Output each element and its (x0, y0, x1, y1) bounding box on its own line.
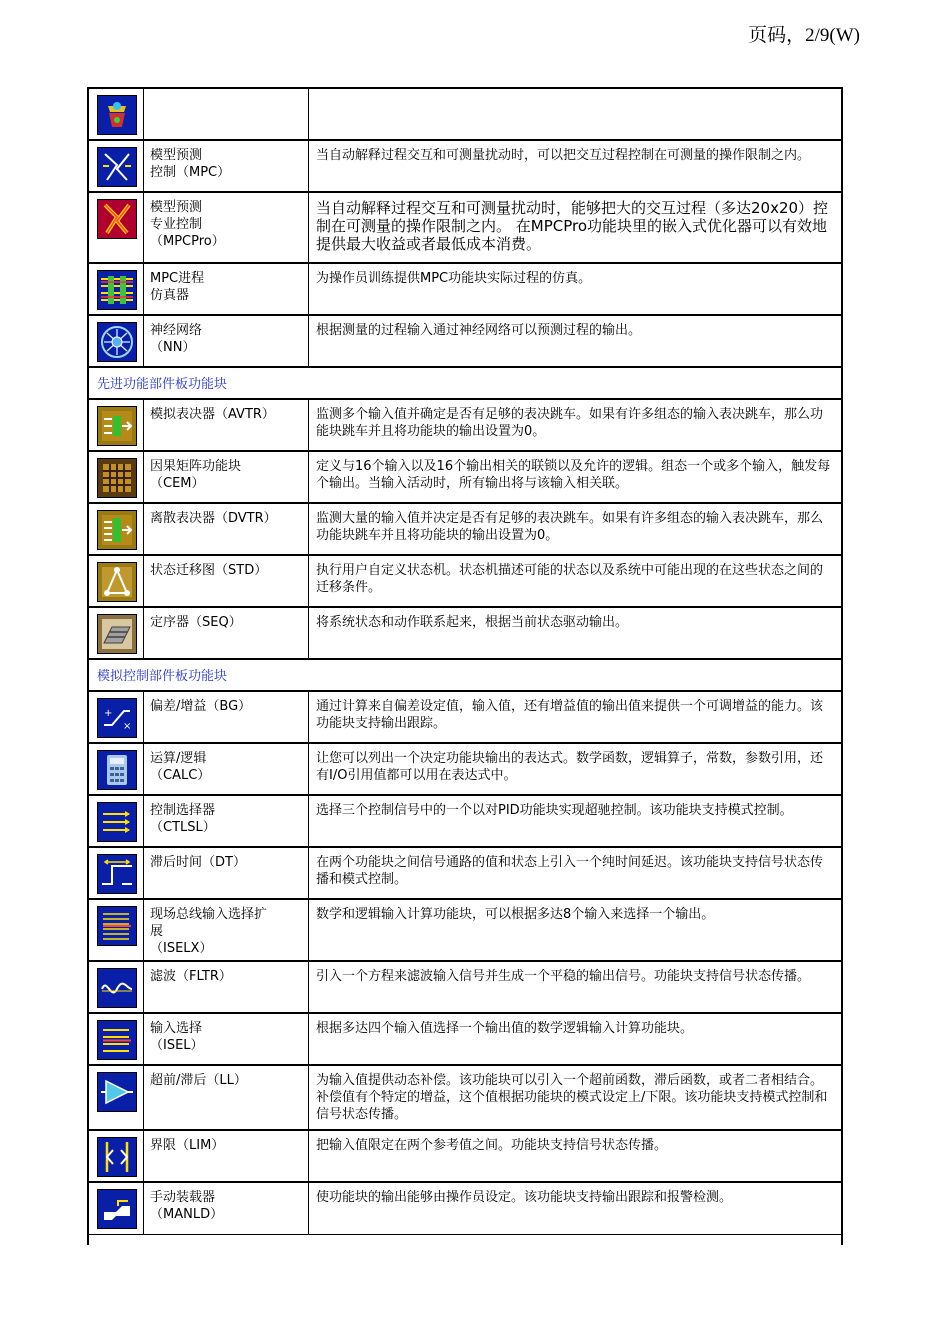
table-row (88, 315, 842, 367)
block-name: 模型预测 控制（MPC） (144, 140, 309, 192)
table-row (88, 140, 842, 192)
block-description: 根据多达四个输入值选择一个输出值的数学逻辑输入计算功能块。 (309, 1013, 843, 1065)
calculator-icon (97, 750, 137, 790)
block-description: 把输入值限定在两个参考值之间。功能块支持信号状态传播。 (309, 1130, 843, 1182)
svg-text:×: × (123, 721, 132, 732)
icon-cell (88, 315, 144, 367)
icon-cell (88, 1130, 144, 1182)
block-name: 手动装载器 （MANLD） (144, 1182, 309, 1234)
block-name: 现场总线输入选择扩 展 （ISELX） (144, 899, 309, 961)
block-description: 使功能块的输出能够由操作员设定。该功能块支持输出跟踪和报警检测。 (309, 1182, 843, 1234)
block-name: 模拟表决器（AVTR） (144, 399, 309, 451)
table-row (88, 192, 842, 263)
page-number: 页码，2/9(W) (748, 25, 860, 46)
block-name: 控制选择器 （CTLSL） (144, 795, 309, 847)
block-description: 数学和逻辑输入计算功能块，可以根据多达8个输入来选择一个输出。 (309, 899, 843, 961)
table-row (88, 263, 842, 315)
section-header-row (88, 367, 842, 399)
table-row (88, 555, 842, 607)
block-name: 定序器（SEQ） (144, 607, 309, 659)
function-block-table (87, 87, 843, 1235)
block-description: 执行用户自定义状态机。状态机描述可能的状态以及系统中可能出现的在这些状态之间的迁移条件。 (309, 555, 843, 607)
dead-time-icon (97, 854, 137, 894)
block-description: 为操作员训练提供MPC功能块实际过程的仿真。 (309, 263, 843, 315)
icon-cell (88, 607, 144, 659)
block-name: 超前/滞后（LL） (144, 1065, 309, 1130)
block-name: MPC进程 仿真器 (144, 263, 309, 315)
icon-cell (88, 1013, 144, 1065)
table-row (88, 1182, 842, 1234)
block-description: 将系统状态和动作联系起来，根据当前状态驱动输出。 (309, 607, 843, 659)
icon-cell (88, 263, 144, 315)
block-description: 当自动解释过程交互和可测量扰动时，可以把交互过程控制在可测量的操作限制之内。 (309, 140, 843, 192)
block-description: 根据测量的过程输入通过神经网络可以预测过程的输出。 (309, 315, 843, 367)
input-selector-ext-icon (97, 906, 137, 946)
cause-effect-matrix-icon (97, 458, 137, 498)
table-row (88, 743, 842, 795)
block-description: 监测多个输入值并确定是否有足够的表决跳车。如果有许多组态的输入表决跳车，那么功能块跳车并且将功能块的输出设置为0。 (309, 399, 843, 451)
block-description: 为输入值提供动态补偿。该功能块可以引入一个超前函数，滞后函数，或者二者相结合。补偿值有个特定的增益，这个值根据功能块的模式设定上/下限。该功能块支持模式控制和信号状态传播。 (309, 1065, 843, 1130)
block-name (144, 88, 309, 140)
control-selector-icon (97, 802, 137, 842)
icon-cell (88, 192, 144, 263)
block-description (309, 88, 843, 140)
fuzzy-pot-icon (97, 95, 137, 135)
block-name: 神经网络 （NN） (144, 315, 309, 367)
block-description: 通过计算来自偏差设定值，输入值，还有增益值的输出值来提供一个可调增益的能力。该功能块支持输出跟踪。 (309, 691, 843, 743)
lead-lag-icon (97, 1072, 137, 1112)
section-header-row (88, 659, 842, 691)
block-name: 偏差/增益（BG） (144, 691, 309, 743)
manual-loader-icon (97, 1189, 137, 1229)
icon-cell (88, 503, 144, 555)
icon-cell (88, 88, 144, 140)
block-name: 状态迁移图（STD） (144, 555, 309, 607)
table-row (88, 1130, 842, 1182)
mpc-simulator-icon (97, 270, 137, 310)
block-name: 界限（LIM） (144, 1130, 309, 1182)
icon-cell (88, 399, 144, 451)
block-description: 让您可以列出一个决定功能块输出的表达式。数学函数，逻辑算子，常数，参数引用，还有I/O引用值都可以用在表达式中。 (309, 743, 843, 795)
icon-cell (88, 961, 144, 1013)
table-row (88, 399, 842, 451)
input-selector-icon (97, 1020, 137, 1060)
block-name: 模型预测 专业控制 （MPCPro） (144, 192, 309, 263)
mpcpro-icon (97, 199, 137, 239)
icon-cell (88, 691, 144, 743)
mpc-icon (97, 147, 137, 187)
block-name: 滞后时间（DT） (144, 847, 309, 899)
analog-voter-icon (97, 406, 137, 446)
icon-cell (88, 847, 144, 899)
icon-cell (88, 140, 144, 192)
table-row (88, 1065, 842, 1130)
table-row (88, 88, 842, 140)
neural-network-icon (97, 322, 137, 362)
section-title: 先进功能部件板功能块 (88, 367, 842, 399)
table-row (88, 899, 842, 961)
block-description: 当自动解释过程交互和可测量扰动时，能够把大的交互过程（多达20x20）控制在可测量的操作限制之内。 在MPCPro功能块里的嵌入式优化器可以有效地提供最大收益或者最低成本消费。 (309, 192, 843, 263)
limit-icon (97, 1137, 137, 1177)
icon-cell (88, 899, 144, 961)
icon-cell (88, 1182, 144, 1234)
state-transition-icon (97, 562, 137, 602)
table-continuation (87, 1235, 843, 1245)
icon-cell (88, 451, 144, 503)
block-description: 定义与16个输入以及16个输出相关的联锁以及允许的逻辑。组态一个或多个输入，触发每个输出。当输入活动时，所有输出将与该输入相关联。 (309, 451, 843, 503)
table-row (88, 847, 842, 899)
table-row (88, 503, 842, 555)
icon-cell (88, 743, 144, 795)
section-title: 模拟控制部件板功能块 (88, 659, 842, 691)
block-description: 在两个功能块之间信号通路的值和状态上引入一个纯时间延迟。该功能块支持信号状态传播和模式控制。 (309, 847, 843, 899)
block-description: 监测大量的输入值并决定是否有足够的表决跳车。如果有许多组态的输入表决跳车，那么功能块跳车并且将功能块的输出设置为0。 (309, 503, 843, 555)
icon-cell (88, 1065, 144, 1130)
block-name: 输入选择 （ISEL） (144, 1013, 309, 1065)
function-block-table-container (87, 87, 843, 1245)
svg-text:+: + (104, 708, 113, 719)
table-row (88, 607, 842, 659)
icon-cell (88, 795, 144, 847)
table-row (88, 451, 842, 503)
table-row (88, 691, 842, 743)
sequencer-icon (97, 614, 137, 654)
block-description: 引入一个方程来滤波输入信号并生成一个平稳的输出信号。功能块支持信号状态传播。 (309, 961, 843, 1013)
table-row (88, 1013, 842, 1065)
icon-cell (88, 555, 144, 607)
block-name: 运算/逻辑 （CALC） (144, 743, 309, 795)
bias-gain-icon (97, 698, 137, 738)
block-description: 选择三个控制信号中的一个以对PID功能块实现超驰控制。该功能块支持模式控制。 (309, 795, 843, 847)
block-name: 滤波（FLTR） (144, 961, 309, 1013)
table-row (88, 795, 842, 847)
block-name: 因果矩阵功能块 （CEM） (144, 451, 309, 503)
discrete-voter-icon (97, 510, 137, 550)
filter-icon (97, 968, 137, 1008)
table-row (88, 961, 842, 1013)
block-name: 离散表决器（DVTR） (144, 503, 309, 555)
